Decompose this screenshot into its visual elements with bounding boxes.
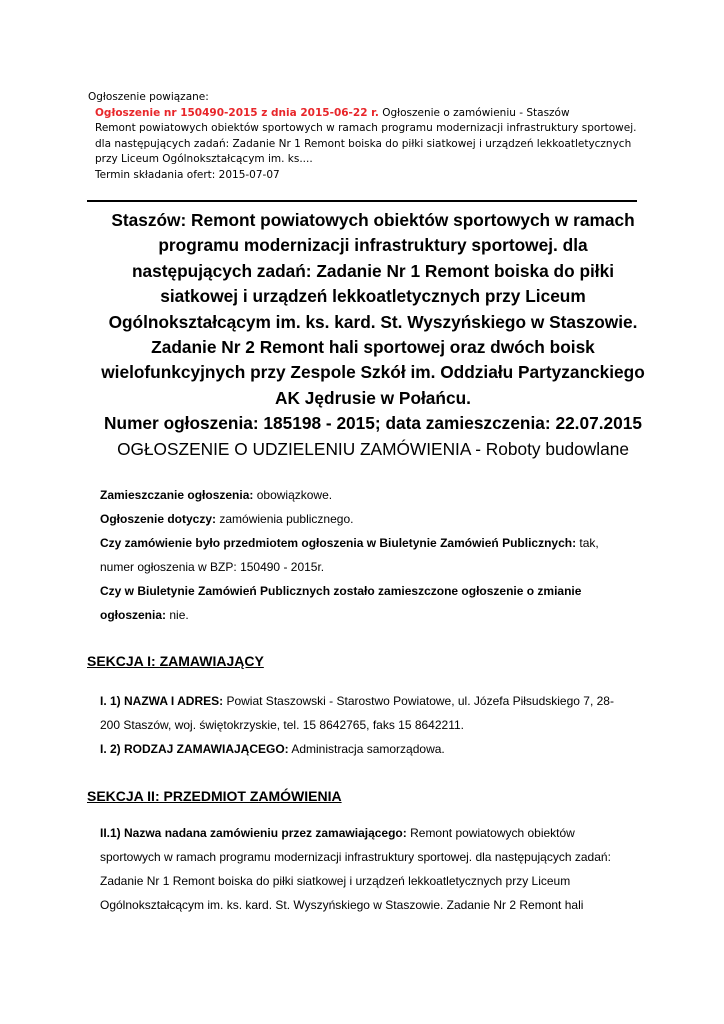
notice-title [98, 208, 648, 462]
name-value-1: Powiat Staszowski - Starostwo Powiatowe, ul. Józefa Piłsudskiego 7, 28- [223, 694, 614, 708]
order-name-value-4: Ogólnokształcącym im. ks. kard. St. Wyszyńskiego w Staszowie. Zadanie Nr 2 Remont hali [100, 898, 584, 912]
info-bzp-value: tak, [576, 536, 599, 550]
info-change-label-2: ogłoszenia: [100, 608, 167, 622]
info-change-label [100, 579, 640, 603]
contracting-authority-type [100, 737, 640, 761]
title-line: AK Jędrusie w Połańcu. [275, 387, 471, 408]
related-line-2: Remont powiatowych obiektów sportowych w ramach programu modernizacji infrastruktury sportowej. [95, 122, 637, 134]
section-2-body [100, 821, 640, 917]
related-line-4: przy Liceum Ogólnokształcącym im. ks.... [95, 153, 313, 165]
section-2-heading: SEKCJA II: PRZEDMIOT ZAMÓWIENIA [87, 788, 342, 804]
related-notice [88, 90, 648, 183]
notice-number-line: Numer ogłoszenia: 185198 - 2015; data zamieszczenia: 22.07.2015 [104, 413, 642, 434]
title-line: wielofunkcyjnych przy Zespole Szkół im. Oddziału Partyzanckiego [101, 362, 645, 383]
info-publication-label: Zamieszczanie ogłoszenia: [100, 488, 254, 502]
order-name-value-1: Remont powiatowych obiektów [406, 826, 575, 840]
horizontal-rule [87, 200, 637, 202]
contracting-authority-name [100, 689, 640, 713]
type-label: I. 2) RODZAJ ZAMAWIAJĄCEGO: [100, 742, 289, 756]
info-bzp-label: Czy zamówienie było przedmiotem ogłoszenia w Biuletynie Zamówień Publicznych: [100, 536, 577, 550]
info-change [100, 603, 640, 627]
title-line: Zadanie Nr 2 Remont hali sportowej oraz dwóch boisk [151, 337, 595, 358]
info-change-value: nie. [166, 608, 189, 622]
related-heading: Ogłoszenie powiązane: [88, 91, 209, 103]
related-line-1-text: Ogłoszenie o zamówieniu - Staszów [378, 106, 570, 119]
notice-info [100, 483, 640, 627]
title-line: siatkowej i urządzeń lekkoatletycznych przy Liceum [160, 286, 586, 307]
name-value-2: 200 Staszów, woj. świętokrzyskie, tel. 15 8642765, faks 15 8642211. [100, 718, 464, 732]
title-line: Ogólnokształcącym im. ks. kard. St. Wyszyńskiego w Staszowie. [108, 311, 638, 332]
info-concerns-label: Ogłoszenie dotyczy: [100, 512, 217, 526]
related-line-1 [95, 106, 648, 122]
section-1-body [100, 689, 640, 761]
related-deadline: Termin składania ofert: 2015-07-07 [95, 168, 280, 181]
notice-type-main: OGŁOSZENIE O UDZIELENIU ZAMÓWIENIA [117, 438, 471, 459]
related-notice-link[interactable]: Ogłoszenie nr 150490-2015 z dnia 2015-06-22 r. [95, 106, 379, 119]
info-bzp [100, 531, 640, 555]
related-notice-body [88, 106, 648, 184]
section-1-heading: SEKCJA I: ZAMAWIAJĄCY [87, 653, 264, 669]
info-concerns-value: zamówienia publicznego. [216, 512, 354, 526]
title-line: programu modernizacji infrastruktury sportowej. dla [158, 235, 588, 256]
info-change-label-1: Czy w Biuletynie Zamówień Publicznych zostało zamieszczone ogłoszenie o zmianie [100, 584, 582, 598]
related-line-3: dla następujących zadań: Zadanie Nr 1 Remont boiska do piłki siatkowej i urządzeń lekkoatletycznych [95, 137, 632, 150]
info-concerns [100, 507, 640, 531]
info-publication-value: obowiązkowe. [253, 488, 333, 502]
order-name-label: II.1) Nazwa nadana zamówieniu przez zamawiającego: [100, 826, 407, 840]
info-bzp-number: numer ogłoszenia w BZP: 150490 - 2015r. [100, 560, 325, 574]
name-label: I. 1) NAZWA I ADRES: [100, 694, 224, 708]
title-line: następujących zadań: Zadanie Nr 1 Remont boiska do piłki [131, 260, 615, 281]
info-publication [100, 483, 640, 507]
title-line: Staszów: Remont powiatowych obiektów sportowych w ramach [111, 210, 635, 230]
order-name-value-3: Zadanie Nr 1 Remont boiska do piłki siatkowej i urządzeń lekkoatletycznych przy Liceum [100, 874, 571, 888]
order-name-value-2: sportowych w ramach programu modernizacji infrastruktury sportowej. dla następujących zadań: [100, 850, 611, 864]
notice-type-line [98, 437, 648, 462]
notice-type-rest: - Roboty budowlane [470, 438, 629, 459]
order-name [100, 821, 640, 845]
type-value: Administracja samorządowa. [288, 742, 445, 756]
